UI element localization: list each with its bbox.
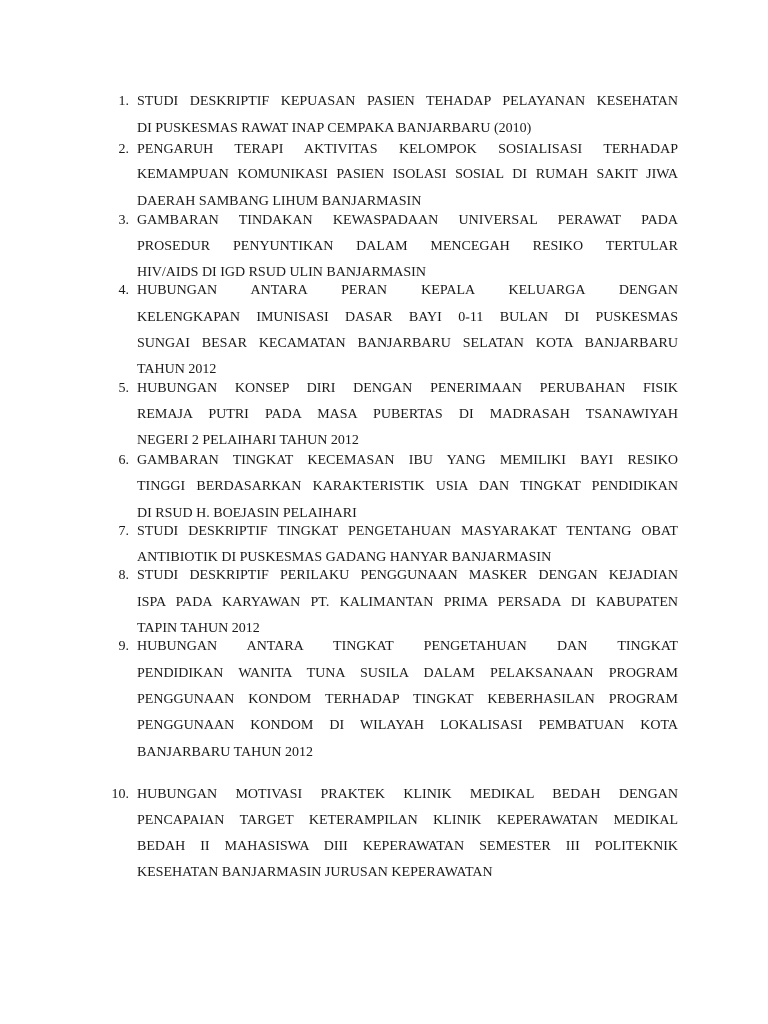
list-item-text-line: HUBUNGAN ANTARA PERAN KEPALA KELUARGA DENGAN xyxy=(137,283,678,298)
list-item-text-line: TINGGI BERDASARKAN KARAKTERISTIK USIA DAN TINGKAT PENDIDIKAN xyxy=(137,479,678,494)
list-item-text-line: HUBUNGAN ANTARA TINGKAT PENGETAHUAN DAN TINGKAT xyxy=(137,639,678,654)
list-item-text-line: PENCAPAIAN TARGET KETERAMPILAN KLINIK KEPERAWATAN MEDIKAL xyxy=(137,813,678,828)
list-item-number: 9. xyxy=(118,639,129,654)
list-item-text-line: TAHUN 2012 xyxy=(137,362,217,377)
list-item-text-line: HUBUNGAN MOTIVASI PRAKTEK KLINIK MEDIKAL BEDAH DENGAN xyxy=(137,787,678,802)
list-item-number: 3. xyxy=(118,213,129,228)
list-item-number: 4. xyxy=(118,283,129,298)
list-item-number: 2. xyxy=(118,142,129,157)
list-item-text-line: PENDIDIKAN WANITA TUNA SUSILA DALAM PELAKSANAAN PROGRAM xyxy=(137,666,678,681)
list-item-number: 6. xyxy=(118,453,129,468)
list-item-text-line: TAPIN TAHUN 2012 xyxy=(137,621,260,636)
list-item-text-line: PENGGUNAAN KONDOM DI WILAYAH LOKALISASI PEMBATUAN KOTA xyxy=(137,718,678,733)
list-item-text-line: STUDI DESKRIPTIF KEPUASAN PASIEN TEHADAP PELAYANAN KESEHATAN xyxy=(137,94,678,109)
list-item-number: 7. xyxy=(118,524,129,539)
list-item-text-line: BANJARBARU TAHUN 2012 xyxy=(137,745,313,760)
list-item-text-line: KEMAMPUAN KOMUNIKASI PASIEN ISOLASI SOSIAL DI RUMAH SAKIT JIWA xyxy=(137,167,678,182)
list-item-text-line: GAMBARAN TINDAKAN KEWASPADAAN UNIVERSAL PERAWAT PADA xyxy=(137,213,678,228)
list-item-text-line: DI RSUD H. BOEJASIN PELAIHARI xyxy=(137,506,357,521)
list-item-text-line: PENGARUH TERAPI AKTIVITAS KELOMPOK SOSIALISASI TERHADAP xyxy=(137,142,678,157)
list-item-text-line: GAMBARAN TINGKAT KECEMASAN IBU YANG MEMILIKI BAYI RESIKO xyxy=(137,453,678,468)
list-item-number: 5. xyxy=(118,381,129,396)
list-item-number: 1. xyxy=(118,94,129,109)
list-item-text-line: STUDI DESKRIPTIF TINGKAT PENGETAHUAN MASYARAKAT TENTANG OBAT xyxy=(137,524,678,539)
list-item-text-line: KESEHATAN BANJARMASIN JURUSAN KEPERAWATAN xyxy=(137,865,493,880)
list-item-text-line: HIV/AIDS DI IGD RSUD ULIN BANJARMASIN xyxy=(137,265,426,280)
list-item-text-line: NEGERI 2 PELAIHARI TAHUN 2012 xyxy=(137,433,359,448)
list-item-text-line: PENGGUNAAN KONDOM TERHADAP TINGKAT KEBERHASILAN PROGRAM xyxy=(137,692,678,707)
list-item-text-line: PROSEDUR PENYUNTIKAN DALAM MENCEGAH RESIKO TERTULAR xyxy=(137,239,678,254)
list-item-number: 8. xyxy=(118,568,129,583)
list-item-text-line: SUNGAI BESAR KECAMATAN BANJARBARU SELATAN KOTA BANJARBARU xyxy=(137,336,678,351)
list-item-text-line: HUBUNGAN KONSEP DIRI DENGAN PENERIMAAN PERUBAHAN FISIK xyxy=(137,381,678,396)
list-item-text-line: DI PUSKESMAS RAWAT INAP CEMPAKA BANJARBARU (2010) xyxy=(137,121,532,136)
list-item-text-line: STUDI DESKRIPTIF PERILAKU PENGGUNAAN MASKER DENGAN KEJADIAN xyxy=(137,568,678,583)
list-item-text-line: KELENGKAPAN IMUNISASI DASAR BAYI 0-11 BULAN DI PUSKESMAS xyxy=(137,310,678,325)
list-item-number: 10. xyxy=(111,787,129,802)
list-item-text-line: ANTIBIOTIK DI PUSKESMAS GADANG HANYAR BANJARMASIN xyxy=(137,550,552,565)
list-item-text-line: ISPA PADA KARYAWAN PT. KALIMANTAN PRIMA PERSADA DI KABUPATEN xyxy=(137,595,678,610)
list-item-text-line: BEDAH II MAHASISWA DIII KEPERAWATAN SEMESTER III POLITEKNIK xyxy=(137,839,678,854)
list-item-text-line: REMAJA PUTRI PADA MASA PUBERTAS DI MADRASAH TSANAWIYAH xyxy=(137,407,678,422)
list-item-text-line: DAERAH SAMBANG LIHUM BANJARMASIN xyxy=(137,194,422,209)
